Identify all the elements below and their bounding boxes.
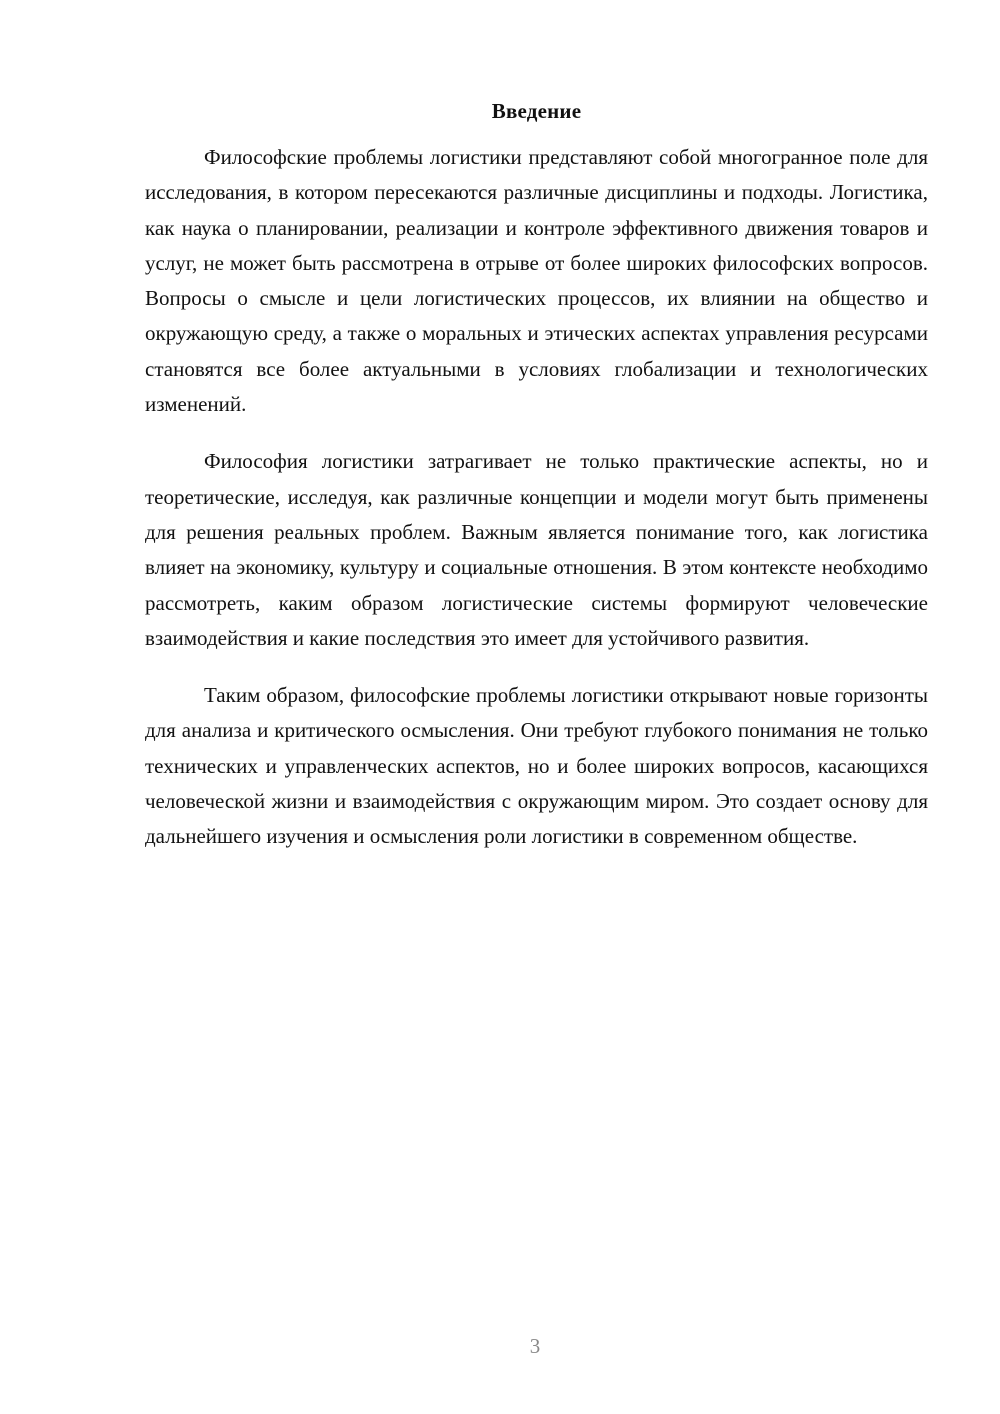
paragraph-1: Философские проблемы логистики представляют собой многогранное поле для исследования, в котором пересекаются различные дисциплины и подходы. Логистика, как наука о планировании, реализации и контроле эффективного движения товаров и услуг, не может быть рассмотрена в отрыве от более широких философских вопросов. Вопросы о смысле и цели логистических процессов, их влиянии на общество и окружающую среду, а также о моральных и этических аспектах управления ресурсами становятся все более актуальными в условиях глобализации и технологических изменений. xyxy=(145,145,928,417)
paragraph-2: Философия логистики затрагивает не только практические аспекты, но и теоретические, исследуя, как различные концепции и модели могут быть применены для решения реальных проблем. Важным является понимание того, как логистика влияет на экономику, культуру и социальные отношения. В этом контексте необходимо рассмотреть, каким образом логистические системы формируют человеческие взаимодействия и какие последствия это имеет для устойчивого развития. xyxy=(145,449,928,650)
paragraph-3: Таким образом, философские проблемы логистики открывают новые горизонты для анализа и критического осмысления. Они требуют глубокого понимания не только технических и управленческих аспектов, но и более широких вопросов, касающихся человеческой жизни и взаимодействия с окружающим миром. Это создает основу для дальнейшего изучения и осмысления роли логистики в современном обществе. xyxy=(145,683,928,849)
page-number: 3 xyxy=(529,1334,541,1358)
page-content xyxy=(145,96,928,877)
section-heading: Введение xyxy=(491,99,582,123)
